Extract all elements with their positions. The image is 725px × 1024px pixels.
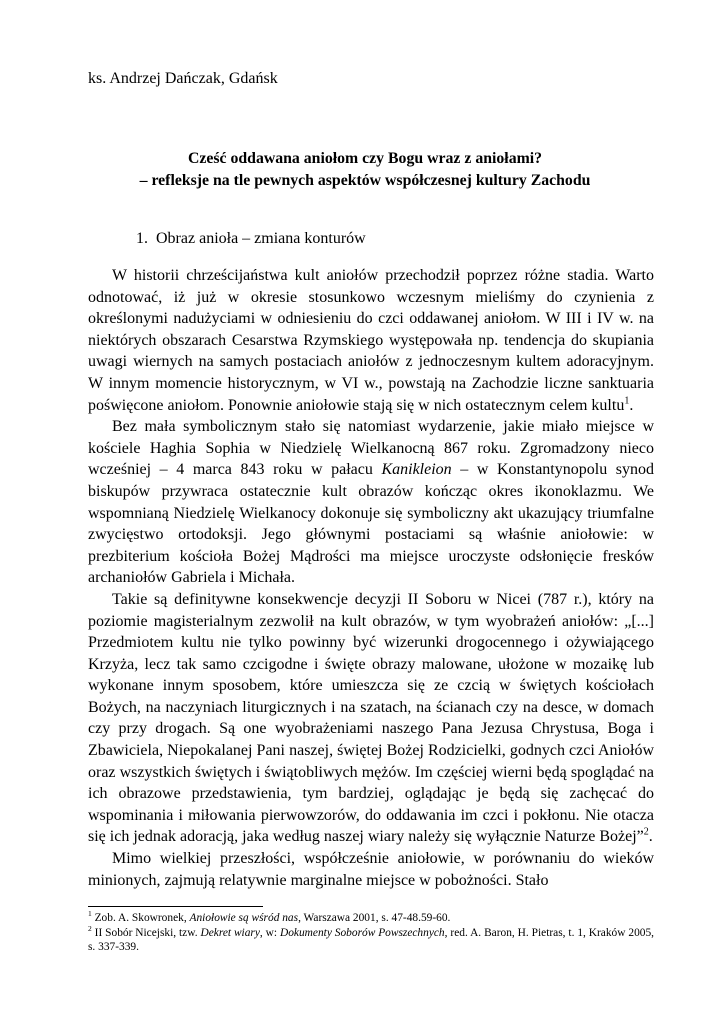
footnote-2-text-b: , w:	[259, 926, 280, 939]
footnotes	[88, 911, 654, 955]
section-heading	[136, 229, 366, 249]
footnote-2-text-a: II Sobór Nicejski, tzw.	[91, 926, 201, 939]
paragraph-4-text: Mimo wielkiej przeszłości, współcześnie aniołowie, w porównaniu do wieków minionych, zajmują relatywnie marginalne miejsce w pobożności. Stało	[88, 850, 654, 889]
footnote-2-number: 2	[88, 923, 92, 933]
paragraph-3-text: Takie są definitywne konsekwencje decyzji II Soboru w Nicei (787 r.), który na poziomie magisterialnym zezwolił na kult obrazów, w tym wyobrażeń aniołów: „[...] Przedmiotem kultu nie tylko powinny być wizerunki drogocennego i ożywiającego Krzyża, lecz tak samo czcigodne i święte obrazy malowane, ułożone w mozaikę lub wykonane innym sposobem, które umieszcza się ze czcią w świętych kościołach Bożych, na naczyniach liturgicznych i na szatach, na ścianach czy na desce, w domach czy przy drogach. Są one wyobrażeniami naszego Pana Jezusa Chrystusa, Boga i Zbawiciela, Niepokalanej Pani naszej, świętej Bożej Rodzicielki, godnych czci Aniołów oraz wszystkich świętych i świątobliwych mężów. Im częściej wierni będą spoglądać na ich obrazowe przedstawienia, tym bardziej, oglądając je będą się zachęcać do wspominania i miłowania pierwowzorów, do oddawania im czci i pokłonu. Nie otacza się ich jednak adoracją, jaka według naszej wiary należy się wyłącznie Naturze Bożej”	[88, 590, 654, 846]
paragraph-2-text-b: – w Konstantynopolu synod biskupów przywraca ostatecznie kult obrazów kończąc okres ikonoklazmu. We wspomnianą Niedzielę Wielkanocy dokonuje się symboliczny akt ukazujący triumfalne zwycięstwo ortodoksji. Jego głównymi postaciami są właśnie aniołowie: w prezbiterium kościoła Bożej Mądrości ma miejsce uroczyste odsłonięcie fresków archaniołów Gabriela i Michała.	[88, 461, 654, 587]
footnote-1-text-b: , Warszawa 2001, s. 47-48.59-60.	[298, 912, 451, 924]
section-title: Obraz anioła – zmiana konturów	[156, 230, 366, 247]
author-line: ks. Andrzej Dańczak, Gdańsk	[88, 70, 278, 87]
title-line-2: – refleksje na tle pewnych aspektów współczesnej kultury Zachodu	[139, 172, 591, 189]
paragraph-3-end: .	[648, 828, 653, 846]
footnote-1	[88, 911, 654, 926]
title-line-1: Cześć oddawana aniołom czy Bogu wraz z aniołami?	[187, 150, 543, 167]
paragraph-2-text-a: Bez mała symbolicznym stało się natomiast wydarzenie, jakie miało miejsce w kościele Haghia Sophia w Niedzielę Wielkanocną 867 roku. Zgromadzony nieco wcześniej – 4 marca 843 roku w pałacu	[88, 418, 654, 479]
footnote-2-italic-2: Dokumenty Soborów Powszechnych	[280, 926, 445, 939]
section-number: 1.	[136, 230, 148, 247]
footnote-2	[88, 923, 655, 955]
paragraph-2	[88, 416, 654, 589]
paragraph-2-italic: Kanikleion	[381, 461, 452, 479]
article-title	[80, 148, 650, 192]
footnote-1-italic: Aniołowie są wśród nas	[189, 912, 299, 924]
footnote-1-number: 1	[88, 909, 92, 919]
body-text	[88, 265, 654, 891]
footnote-1-text-a: Zob. A. Skowronek,	[91, 912, 190, 924]
footnote-separator	[88, 906, 263, 907]
footnote-2-italic-1: Dekret wiary	[200, 926, 260, 939]
footnote-2-text-c: , red. A. Baron, H. Pietras, t. 1, Kraków 2005, s. 337-339.	[88, 926, 655, 954]
paragraph-3	[88, 589, 654, 848]
footnote-ref-1: 1	[624, 395, 630, 407]
paragraph-1-end: .	[629, 396, 634, 414]
paragraph-1	[88, 265, 654, 416]
paragraph-1-text: W historii chrześcijaństwa kult aniołów przechodził poprzez różne stadia. Warto odnotować, iż już w okresie stosunkowo wczesnym mieliśmy do czynienia z określonymi nadużyciami w odniesieniu do czci oddawanej aniołom. W III i IV w. na niektórych obszarach Cesarstwa Rzymskiego występowała np. tendencja do skupiania uwagi wiernych na samych postaciach aniołów z jednoczesnym kultem adoracyjnym. W innym momencie historycznym, w VI w., powstają na Zachodzie liczne sanktuaria poświęcone aniołom. Ponownie aniołowie stają się w nich ostatecznym celem kultu	[88, 267, 654, 414]
footnote-ref-2: 2	[643, 827, 649, 839]
paragraph-4	[88, 848, 654, 891]
